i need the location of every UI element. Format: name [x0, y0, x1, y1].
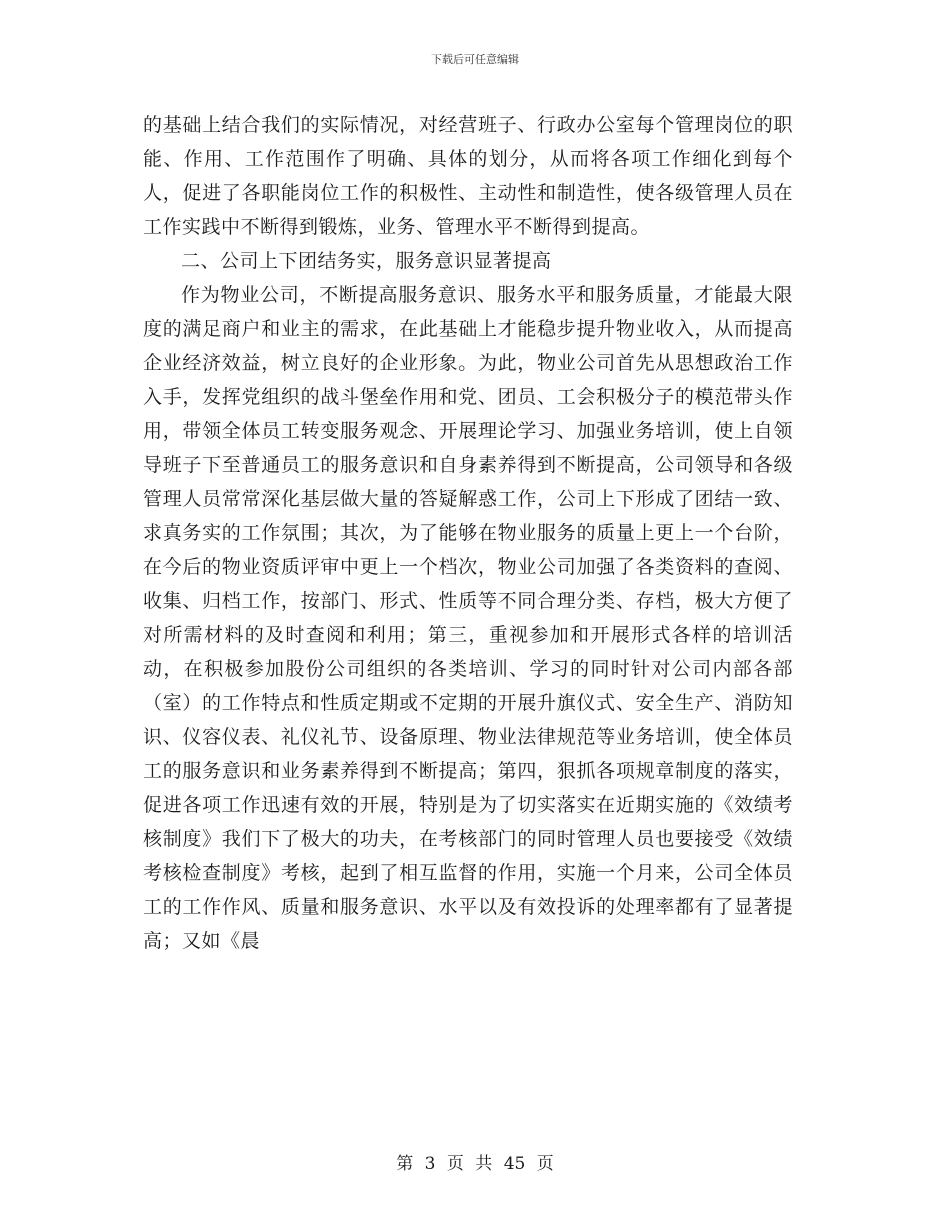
page-header-note: 下载后可任意编辑: [431, 53, 519, 66]
paragraph-body: 作为物业公司，不断提高服务意识、服务水平和服务质量，才能最大限度的满足商户和业主的需求，在此基础上才能稳步提升物业收入，从而提高企业经济效益，树立良好的企业形象。为此，物业公司首先从思想政治工作入手，发挥党组织的战斗堡垒作用和党、团员、工会积极分子的模范带头作用，带领全体员工转变服务观念、开展理论学习、加强业务培训，使上自领导班子下至普通员工的服务意识和自身素养得到不断提高，公司领导和各级管理人员常常深化基层做大量的答疑解惑工作，公司上下形成了团结一致、求真务实的工作氛围；其次，为了能够在物业服务的质量上更上一个台阶，在今后的物业资质评审中更上一个档次，物业公司加强了各类资料的查阅、收集、归档工作，按部门、形式、性质等不同合理分类、存档，极大方便了对所需材料的及时查阅和利用；第三，重视参加和开展形式各样的培训活动，在积极参加股份公司组织的各类培训、学习的同时针对公司内部各部（室）的工作特点和性质定期或不定期的开展升旗仪式、安全生产、消防知识、仪容仪表、礼仪礼节、设备原理、物业法律规范等业务培训，使全体员工的服务意识和业务素养得到不断提高；第四，狠抓各项规章制度的落实，促进各项工作迅速有效的开展，特别是为了切实落实在近期实施的《效绩考核制度》我们下了极大的功夫，在考核部门的同时管理人员也要接受《效绩考核检查制度》考核，起到了相互监督的作用，实施一个月来，公司全体员工的工作作风、质量和服务意识、水平以及有效投诉的处理率都有了显著提高；又如《晨: [143, 284, 793, 952]
document-body: [143, 108, 793, 958]
paragraph-continuation: 的基础上结合我们的实际情况，对经营班子、行政办公室每个管理岗位的职能、作用、工作范围作了明确、具体的划分，从而将各项工作细化到每个人，促进了各职能岗位工作的积极性、主动性和制造性，使各级管理人员在工作实践中不断得到锻炼，业务、管理水平不断得到提高。: [143, 114, 793, 238]
page-number-footer: 第 3 页 共 45 页: [396, 1154, 554, 1174]
section-heading: 二、公司上下团结务实，服务意识显著提高: [181, 250, 552, 272]
